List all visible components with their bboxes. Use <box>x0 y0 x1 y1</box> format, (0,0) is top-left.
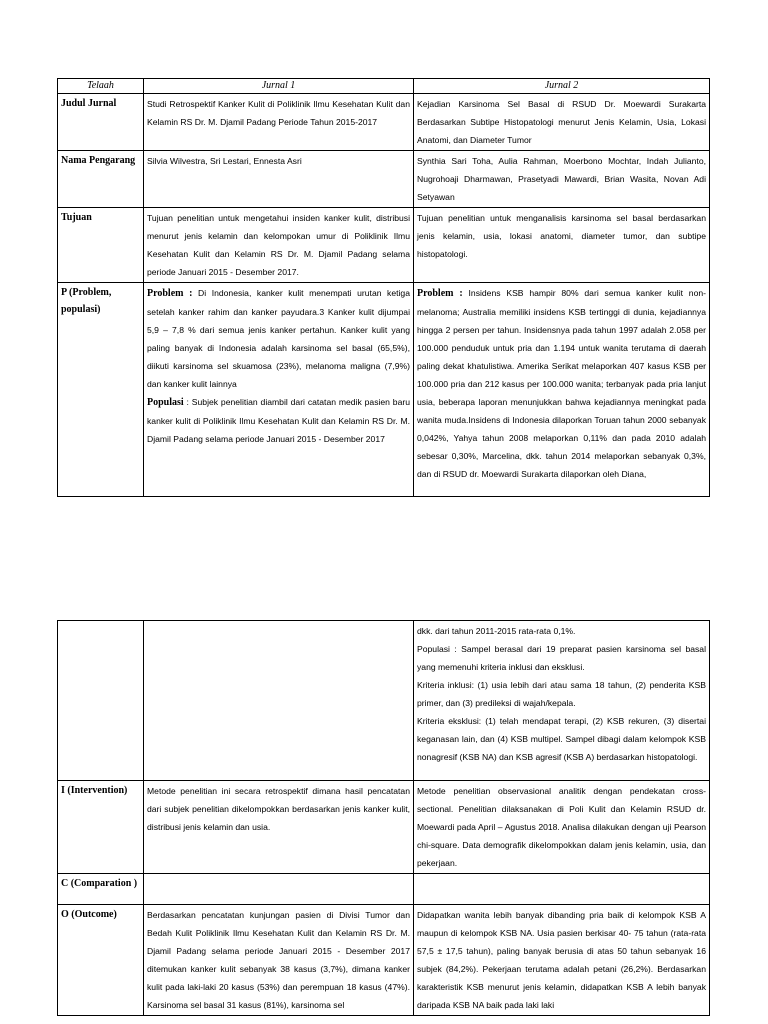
paragraph: Populasi : Sampel berasal dari 19 preparat pasien karsinoma sel basal yang memenuhi kriteria inklusi dan eksklusi. <box>417 644 706 672</box>
paragraph: Kriteria eksklusi: (1) telah mendapat terapi, (2) KSB rekuren, (3) disertai keganasan lain, dan (4) KSB multipel. Sampel dibagi dalam kelompok KSB nonagresif (KSB NA) dan KSB agresif (KSB A) berdasarkan histopatologi. <box>417 716 706 762</box>
populasi-label: Populasi <box>147 397 184 408</box>
row-label-problem-populasi: P (Problem, populasi) <box>58 283 144 497</box>
row-label-intervention: I (Intervention) <box>58 781 144 874</box>
table-row <box>58 621 710 781</box>
cell-jurnal-1 <box>144 621 414 781</box>
row-label-outcome: O (Outcome) <box>58 905 144 1016</box>
paragraph: Kriteria inklusi: (1) usia lebih dari atau sama 18 tahun, (2) penderita KSB primer, dan (3) predileksi di wajah/kepala. <box>417 680 706 708</box>
table-row <box>58 905 710 1016</box>
table-row <box>58 151 710 208</box>
cell-jurnal-1: Silvia Wilvestra, Sri Lestari, Ennesta Asri <box>144 151 414 208</box>
row-label-comparation: C (Comparation ) <box>58 874 144 905</box>
cell-jurnal-2: Metode penelitian observasional analitik dengan pendekatan cross-sectional. Penelitian dilaksanakan di Poli Kulit dan Kelamin RSUD dr. Moewardi pada April – Agustus 2018. Analisa dilakukan dengan uji Pearson chi-square. Data demografik dikelompokkan dalam jenis kelamin, usia, dan pekerjaan. <box>414 781 710 874</box>
review-table-page-2 <box>57 620 710 1016</box>
table-row <box>58 94 710 151</box>
cell-jurnal-2: Kejadian Karsinoma Sel Basal di RSUD Dr. Moewardi Surakarta Berdasarkan Subtipe Histopatologi menurut Jenis Kelamin, Usia, Lokasi Anatomi, dan Diameter Tumor <box>414 94 710 151</box>
cell-jurnal-1: Metode penelitian ini secara retrospektif dimana hasil pencatatan dari subjek penelitian dikelompokkan berdasarkan jenis kanker kulit, distribusi jenis kelamin dan usia. <box>144 781 414 874</box>
cell-jurnal-1: Berdasarkan pencatatan kunjungan pasien di Divisi Tumor dan Bedah Kulit Poliklinik Ilmu Kesehatan Kulit dan Kelamin RS Dr. M. Djamil Padang selama periode Januari 2015 - Desember 2017 ditemukan kanker kulit sebanyak 38 kasus (3,7%), dimana kanker kulit pada laki-laki 20 kasus (53%) dan perempuan 18 kasus (47%). Karsinoma sel basal 31 kasus (81%), karsinoma sel <box>144 905 414 1016</box>
cell-jurnal-1: Studi Retrospektif Kanker Kulit di Poliklinik Ilmu Kesehatan Kulit dan Kelamin RS Dr. M. Djamil Padang Periode Tahun 2015-2017 <box>144 94 414 151</box>
header-jurnal-1: Jurnal 1 <box>144 79 414 94</box>
cell-jurnal-2: Synthia Sari Toha, Aulia Rahman, Moerbono Mochtar, Indah Julianto, Nugrohoaji Dharmawan, Prasetyadi Mawardi, Brian Wasita, Novan Adi Setyawan <box>414 151 710 208</box>
cell-jurnal-2 <box>414 874 710 905</box>
problem-label: Problem : <box>147 288 193 299</box>
problem-text: Insidens KSB hampir 80% dari semua kanker kulit non-melanoma; Australia memiliki insidens KSB tertinggi di dunia, kejadiannya hingga 2 persen per tahun. Insidensnya pada tahun 1997 adalah 2.058 per 100.000 penduduk untuk pria dan 1.194 untuk wanita terutama di daerah paling dekat khatulistiwa. Amerika Serikat melaporkan 407 kasus KSB per 100.000 pria dan 212 kasus per 100.000 wanita; terbanyak pada pria lanjut usia, beberapa laporan menunjukkan bahwa kejadiannya meningkat pada wanita muda.Insidens di Indonesia dilaporkan Toruan tahun 2000 sebanyak 0,042%, Yahya tahun 2008 melaporkan 0,11% dan pada 2010 adalah sebesar 0,30%, Marcelina, dkk. tahun 2014 melaporkan sebanyak 0,3%, dan di RSUD dr. Moewardi Surakarta dilaporkan oleh Diana, <box>417 288 706 479</box>
cell-jurnal-2 <box>414 621 710 781</box>
header-telaah: Telaah <box>58 79 144 94</box>
table-header-row <box>58 79 710 94</box>
problem-text: Di Indonesia, kanker kulit menempati urutan ketiga setelah kanker rahim dan kanker payudara.3 Kanker kulit dijumpai 5,9 – 7,8 % dari semua jenis kanker pertahun. Kanker kulit yang paling banyak di Indonesia adalah karsinoma sel basal (65,5%), diikuti karsinoma sel skuamosa (23%), melanoma maligna (7,9%) dan kanker kulit lainnya <box>147 288 410 389</box>
populasi-text: : Subjek penelitian diambil dari catatan medik pasien baru kanker kulit di Poliklinik Ilmu Kesehatan Kulit dan Kelamin RS Dr. M. Djamil Padang selama periode Januari 2015 - Desember 2017 <box>147 397 411 444</box>
header-jurnal-2: Jurnal 2 <box>414 79 710 94</box>
table-row <box>58 874 710 905</box>
cell-jurnal-1 <box>144 874 414 905</box>
cell-jurnal-2: Didapatkan wanita lebih banyak dibanding pria baik di kelompok KSB A maupun di kelompok KSB NA. Usia pasien berkisar 40- 75 tahun (rata-rata 57,5 ± 17,5 tahun), paling banyak berusia di atas 50 tahun sebanyak 16 subjek (84,2%). Pekerjaan terutama adalah petani (26,2%). Berdasarkan karakteristik KSB menurut jenis kelamin, didapatkan KSB A lebih banyak daripada KSB NA baik pada laki laki <box>414 905 710 1016</box>
row-label-empty <box>58 621 144 781</box>
table-row <box>58 208 710 283</box>
paragraph: dkk. dari tahun 2011-2015 rata-rata 0,1%. <box>417 626 576 636</box>
table-row <box>58 283 710 497</box>
cell-jurnal-1: Tujuan penelitian untuk mengetahui insiden kanker kulit, distribusi menurut jenis kelamin dan kelompokan umur di Poliklinik Ilmu Kesehatan Kulit dan Kelamin RS Dr. M. Djamil Padang selama periode Januari 2015 - Desember 2017. <box>144 208 414 283</box>
review-table-page-1 <box>57 78 710 497</box>
row-label-judul: Judul Jurnal <box>58 94 144 151</box>
row-label-tujuan: Tujuan <box>58 208 144 283</box>
cell-jurnal-2: Tujuan penelitian untuk menganalisis karsinoma sel basal berdasarkan jenis kelamin, usia, lokasi anatomi, diameter tumor, dan subtipe histopatologi. <box>414 208 710 283</box>
row-label-pengarang: Nama Pengarang <box>58 151 144 208</box>
cell-jurnal-1 <box>144 283 414 497</box>
cell-jurnal-2 <box>414 283 710 497</box>
table-row <box>58 781 710 874</box>
problem-label: Problem : <box>417 288 463 299</box>
